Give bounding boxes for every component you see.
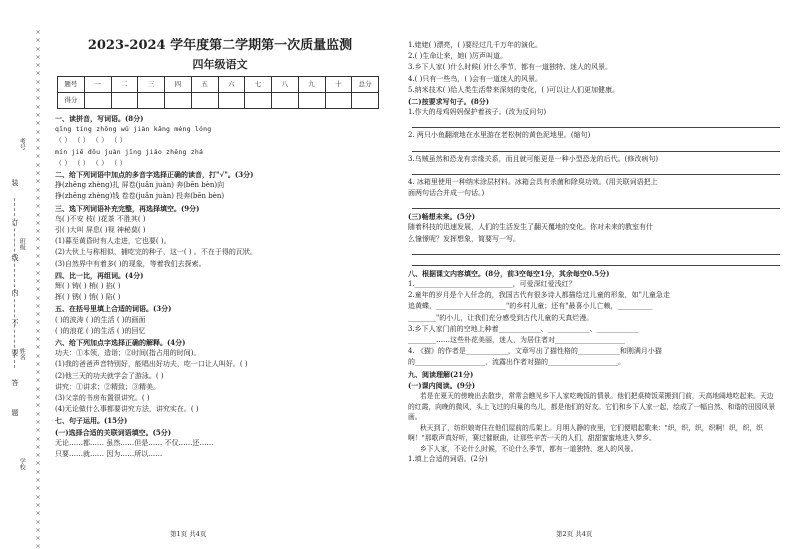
class-label: 班级: [18, 238, 26, 250]
score-input-cell[interactable]: [191, 93, 218, 109]
score-input-cell[interactable]: [138, 93, 165, 109]
cut-char: 不: [11, 319, 19, 327]
score-header-cell: 五: [191, 77, 218, 93]
question-line: (4)无论做什么事都要讲究方法，讲究实在。( ): [55, 405, 199, 414]
section-heading: 九、阅读理解(21分): [408, 369, 474, 379]
question-line: (3)自然界中有着多( )的现象，等着我们去探索。: [55, 259, 206, 268]
answer-line[interactable]: [412, 119, 780, 128]
answer-line[interactable]: [412, 143, 780, 152]
exam-number-label: 考号: [18, 138, 26, 150]
question-line: 辉( ) 铸( ) 梢( ) 掐( ): [55, 282, 121, 291]
exam-title: 2023-2024 学年度第二学期第一次质量监测: [87, 38, 353, 53]
question-line: (1)暮至黄昏时有人走进，它也要( )。: [55, 237, 171, 246]
question-line: 么憧憬呢？发挥想象，简要写一写。: [408, 234, 520, 243]
exam-subtitle: 四年级语文: [192, 58, 248, 71]
question-line: 只要……就…… 因为……所以……: [55, 450, 163, 459]
school-label: 学校: [18, 458, 26, 470]
answer-line[interactable]: [412, 257, 780, 266]
question-line: 4. 冰箱里使用一种纳米涂层材料。冰箱会具有杀菌和除臭功效。(用关联词语把上: [408, 177, 658, 186]
score-input-cell[interactable]: [325, 93, 352, 109]
question-line: 的____________________，流露出作者对猫的____________________。: [408, 358, 625, 367]
page-1: [55, 38, 385, 528]
question-line: （ ） （ ） （ ） （ ）: [55, 158, 127, 167]
question-line: （ ） （ ） （ ） （ ）: [55, 136, 127, 145]
page-1-content: [55, 113, 385, 460]
score-input-cell[interactable]: [352, 93, 379, 109]
cut-char: 内: [11, 289, 19, 297]
score-input-cell[interactable]: [272, 93, 299, 109]
reading-passage-2: 秋天到了，纺织娘寄住在他们屋前的瓜架上。月明人静的夜里，它们便唱起歌来："织，织，织，织啊！织，织，织啊！"那歌声真好听，赛过催眠曲，让那些辛苦一天的人们，甜甜蜜蜜地进入梦乡。: [408, 423, 763, 443]
section-heading: (三)畅想未来。(5分): [408, 212, 476, 222]
question-line: 1.作大的母鸡妈妈保护着孩子。(改为反问句): [408, 108, 547, 117]
question-line: 1.____________________________，可爱深红爱浅红？: [408, 280, 576, 289]
question-line: 1.姥姥( )漂亮，( )要经过几千万年的演化。: [408, 41, 543, 49]
score-header-cell: 九: [298, 77, 325, 93]
section-heading: (二)按要求写句子。(8分): [408, 97, 490, 107]
question-line: 面两句话合并成一句话。): [408, 189, 485, 198]
section-heading: 二、给下列词语中加点的多音字选择正确的读音，打"√"。(3分): [55, 170, 254, 180]
page-2-content: [408, 40, 780, 391]
page-2-number: 第2页 共4页: [556, 530, 593, 538]
answer-line[interactable]: [412, 200, 780, 209]
question-line: 4. 《猫》的作者是____________，文章写出了猫性格的____________和刚满月小猫: [408, 347, 662, 356]
question-line: 随着科技的迅速发展，人们的生活发生了翻天覆地的变化。你对未来的教室有什: [408, 223, 653, 232]
score-header-cell: 十: [325, 77, 352, 93]
page-1-number: 第1页 共4页: [170, 530, 207, 538]
question-line: ( )的波涛 ( )的生活 ( )的画面: [55, 315, 146, 324]
answer-line[interactable]: [412, 166, 780, 175]
section-heading: 六、给下列加点字选择正确的解释。(4分): [55, 338, 186, 348]
question-line: 挣(zhēng zhèng)扎 屏卷(juǎn juàn) 奔(bēn bèn)向: [55, 181, 225, 190]
cut-char: 装: [11, 179, 19, 187]
question-line: 引( )大叫 屏息( )视 神秘莫( ): [55, 226, 146, 235]
name-label: 姓名: [18, 348, 26, 360]
question-line: 无论……都…… 虽然……但是…… 不仅……还……: [55, 438, 214, 447]
score-input-cell[interactable]: [84, 93, 111, 109]
score-header-cell: 八: [272, 77, 299, 93]
score-input-cell[interactable]: [245, 93, 272, 109]
question-line: 鸟( )不安 枝( )花茶 不胜其( ): [55, 214, 146, 223]
question-line: (3)父亲的书房布置很讲究。( ): [55, 394, 150, 403]
question-line: 3.乌贼虽然和恐龙有亲缘关系，而且就可能更是一种小型恐龙的后代。(修改病句): [408, 154, 659, 163]
question-line: mín jiē dǒu juàn jīng jiǎo zhēng zhá: [55, 147, 204, 156]
score-header-cell: 总分: [352, 77, 379, 93]
section-heading: 三、选下列词语补充完整，再选择填空。(9分): [55, 203, 200, 213]
question-line: 2.( )生命让来，她( )厉声叫道。: [408, 52, 508, 61]
score-header-cell: 题号: [58, 77, 85, 93]
score-row-label: 得分: [58, 93, 85, 109]
question-line: ________"的小儿，让我们充分感受到古代儿童的天真烂漫。: [408, 313, 594, 322]
question-line: 2.童年的岁月是个人仟念的，我国古代有很多诗人都描绘过儿童的形象，如"儿童急走: [408, 291, 670, 300]
section-heading: 七、句子运用。(15分): [55, 416, 128, 426]
question-line: (2)大伙上与称相似，捕吃完的种子，这一( ) 。不在于得的瓦狀。: [55, 248, 257, 257]
question-line: 讲究：①讲求；②精致；③精美。: [55, 382, 160, 391]
section-heading: 五、在括号里填上合适的词语。(3分): [55, 304, 172, 314]
page-2: [408, 40, 780, 530]
question-line: 追黄蝶，____________________"的乡村儿童；还有"最喜小儿亡赖，__________: [408, 302, 653, 311]
question-line: qīng tíng zhōng wǔ jiàn kāng méng lóng: [55, 125, 212, 134]
score-input-cell[interactable]: [298, 93, 325, 109]
section-heading: (一)课内阅读。(9分): [408, 380, 476, 390]
question-line: (2)他三天的功夫就学会了游泳。( ): [55, 371, 164, 380]
score-header-cell: 三: [138, 77, 165, 93]
answer-line[interactable]: [412, 246, 780, 255]
section-heading: 八、根据课文内容填空。(8分，前3空每空1分，其余每空0.5分): [408, 268, 610, 278]
section-heading: 一、读拼音，写词语。(8分): [55, 114, 144, 123]
question-line: 挥( ) 锈( ) 悄( ) 陷( ): [55, 293, 121, 302]
score-input-cell[interactable]: [165, 93, 192, 109]
question-line: 3.乡下人家( )什么时候( )什么季节，都有一道独特、迷人的风景。: [408, 63, 613, 72]
question-line: 4.( )只有一些鸟，( )会有一道迷人的风景。: [408, 74, 543, 83]
section-heading: (一)选择合适的关联词语填空。(5分): [55, 427, 172, 437]
score-header-cell: 六: [218, 77, 245, 93]
question-line: (1)我的爸爸声音特别好，能唱出好功夫，吃一口让人叫好。( ): [55, 360, 248, 369]
cut-char: 线: [11, 254, 19, 262]
question-line: 5.纳米技术( )给人类生活带来深刻的变化，( )可以让人们更加健康。: [408, 85, 620, 94]
score-table: [57, 76, 379, 109]
score-input-cell[interactable]: [111, 93, 138, 109]
score-header-cell: 四: [165, 77, 192, 93]
question-line: 功夫：①本领，造诣；②时间(指占用的时间)。: [55, 349, 201, 358]
reading-question-1: 1.填上合适的词语。(2分): [408, 455, 488, 464]
score-input-cell[interactable]: [218, 93, 245, 109]
question-line: 2. 两只小鱼翻滚地在水里游在老松树的黄色泥地里。(缩句): [408, 131, 591, 140]
question-line: 3.乡下人家门前的空地上种着____________、____________、____________: [408, 324, 639, 333]
cut-char: 题: [11, 409, 19, 417]
binding-gutter: [4, 28, 42, 549]
cut-char: 要: [11, 349, 19, 357]
reading-passage-3: 乡下人家，不论什么时候，不论什么季节，都有一道独特、迷人的风景。: [420, 444, 638, 453]
score-header-cell: 一: [84, 77, 111, 93]
score-header-cell: 七: [245, 77, 272, 93]
reading-passage-1: 若是在夏天的傍晚出去散步，常常会瞧见乡下人家吃晚饭的情景。他们把桌椅饭菜搬到门前，天高地阔地吃起来。天边的红霞，向晚的微风，头上飞过的归巢的鸟儿，都是他们的好友。它们和乡下人家一起，绘成了一幅自然、和谐的田园风景画。: [408, 392, 776, 422]
question-line: ________……这些朴花美丽，迷人，为居住者对____________________: [408, 336, 625, 345]
score-header-cell: 二: [111, 77, 138, 93]
cut-char: 订: [11, 219, 19, 227]
question-line: 挣(zhēng zhèng)钱 卷卷(juǎn juàn) 投奔(bēn bèn): [55, 192, 225, 201]
question-line: ( )的浪花 ( )的生活 ( )的回忆: [55, 326, 146, 335]
cut-char: 答: [11, 379, 19, 387]
cross-mark-column: ×××××××××××××××××××××××××××××××××××××××××××××××××××××××××××××××: [35, 28, 41, 549]
section-heading: 四、比一比，再组词。(4分): [55, 270, 144, 280]
